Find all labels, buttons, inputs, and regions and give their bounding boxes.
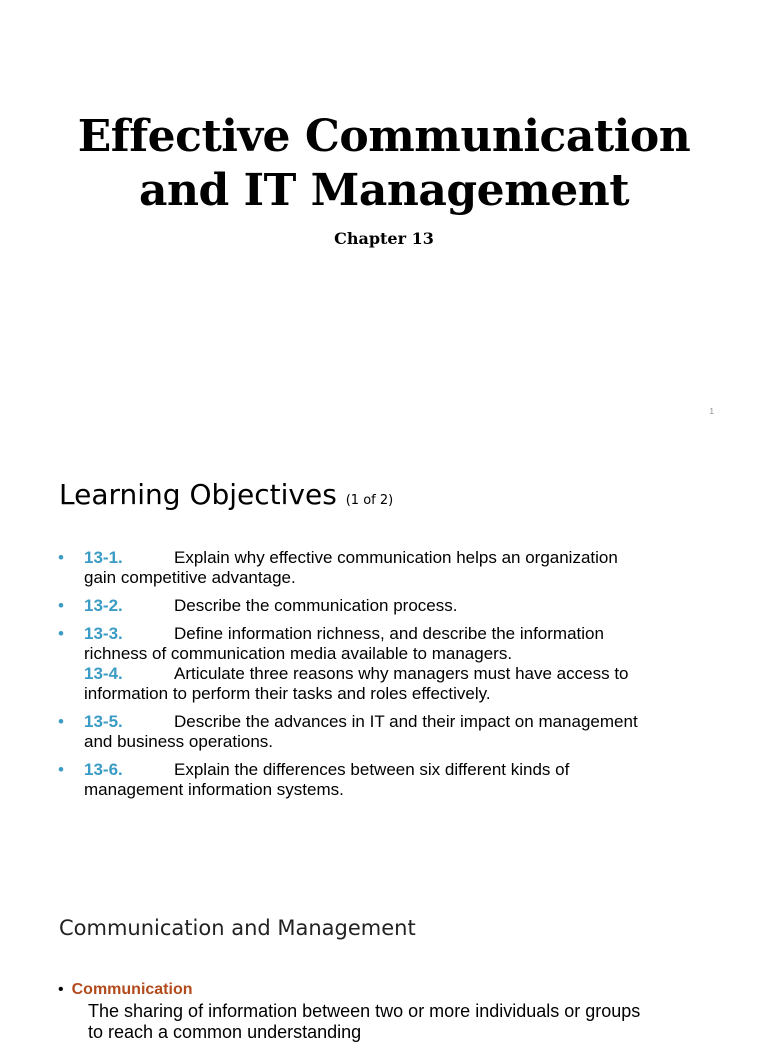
communication-management-slide — [0, 890, 768, 1042]
objective-item — [58, 548, 708, 588]
objective-number: 13-2. — [84, 596, 123, 615]
objective-item — [58, 624, 708, 704]
objectives-heading-note: (1 of 2) — [345, 493, 394, 508]
objective-text: Articulate three reasons why managers must have access to — [174, 664, 629, 683]
communication-term: Communication — [71, 981, 193, 998]
slide-subtitle: Chapter 13 — [334, 229, 434, 248]
learning-objectives-slide — [0, 430, 768, 890]
communication-definition: The sharing of information between two or more individuals or groups — [88, 1001, 641, 1021]
objective-text: Describe the advances in IT and their impact on management — [174, 712, 638, 731]
communication-term-row — [58, 980, 193, 1000]
slide-title — [0, 110, 768, 218]
objective-text: Explain why effective communication helps an organization — [174, 548, 618, 567]
bullet-icon: • — [58, 981, 64, 998]
objectives-heading — [59, 478, 393, 518]
title-slide — [0, 0, 768, 430]
objective-text-continued: and business operations. — [84, 732, 274, 751]
objective-number: 13-3. — [84, 624, 123, 643]
objective-text-continued: management information systems. — [84, 780, 344, 799]
objective-number: 13-1. — [84, 548, 123, 567]
title-line-1: Effective Communication — [77, 111, 691, 162]
objective-text-continued: gain competitive advantage. — [84, 568, 296, 587]
slide-number: 1 — [709, 407, 714, 416]
objective-text: Describe the communication process. — [174, 596, 458, 615]
objective-item — [58, 760, 708, 800]
communication-definition-continued: to reach a common understanding — [88, 1022, 362, 1042]
objective-number: 13-5. — [84, 712, 123, 731]
bullet-icon: • — [58, 548, 64, 567]
objective-number: 13-4. — [84, 664, 123, 683]
objectives-list — [58, 548, 708, 808]
bullet-icon: • — [58, 596, 64, 615]
title-line-2: and IT Management — [138, 165, 630, 216]
objectives-heading-text: Learning Objectives — [59, 478, 337, 511]
bullet-icon: • — [58, 712, 64, 731]
objective-text: Define information richness, and describe the information — [174, 624, 604, 643]
objective-number: 13-6. — [84, 760, 123, 779]
communication-heading: Communication and Management — [59, 916, 416, 940]
bullet-icon: • — [58, 760, 64, 779]
objective-text: Explain the differences between six different kinds of — [174, 760, 570, 779]
objective-item — [58, 596, 708, 616]
bullet-icon: • — [58, 624, 64, 643]
objective-item — [58, 712, 708, 752]
objective-text-continued: information to perform their tasks and roles effectively. — [84, 684, 491, 703]
objective-text-continued: richness of communication media available to managers. — [84, 644, 513, 663]
